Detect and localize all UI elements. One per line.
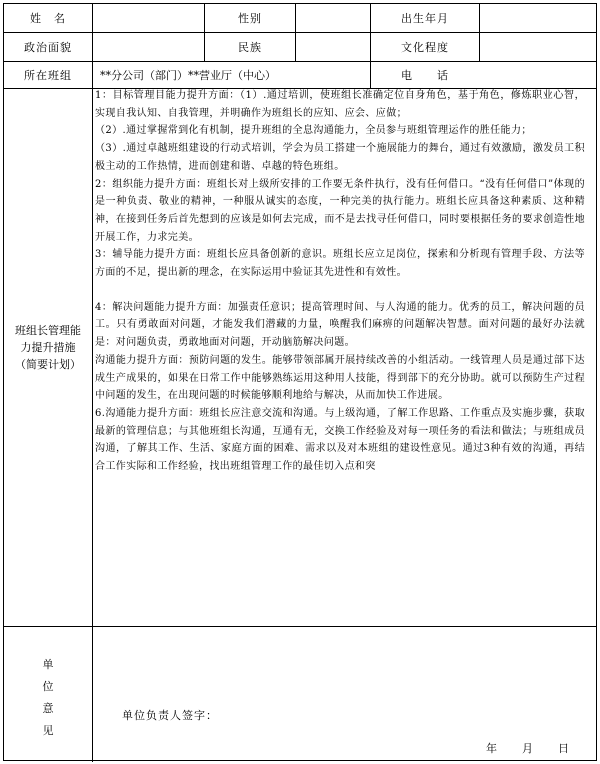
birth-field[interactable] [480, 4, 596, 32]
measure-paragraph: 1：目标管理目能力提升方面：（1）.通过培训，使班组长准确定位自身角色，基于角色，修炼职业心智，实现自我认知、自我管理，并明确作为班组长的应知、应会、应做； [95, 90, 585, 119]
team-label: 所在班组 [24, 69, 72, 82]
name-label: 姓 名 [30, 12, 66, 25]
politics-field[interactable] [93, 33, 204, 61]
ethnicity-label: 民族 [238, 41, 262, 54]
measure-paragraph: 3：辅导能力提升方面：班组长应具备创新的意识。班组长应立足岗位，探索和分析现有管理手段、方法等方面的不足，提出新的理念，在实际运用中验证其先进性和有效性。 [95, 249, 585, 279]
measure-paragraph: 沟通能力提升方面：预防问题的发生。能够带领部属开展持续改善的小组活动。一线管理人员是通过部下达成生产成果的，如果在日常工作中能够熟练运用这种用人技能，得到部下的充分协助。就可以预防生产过程中问题的发生，在出现问题的时候能够顺利地给与解决，从而加快工作进展。 [95, 354, 585, 402]
ethnicity-field[interactable] [296, 33, 370, 61]
name-field[interactable] [93, 4, 204, 32]
birth-label: 出生年月 [401, 12, 449, 25]
team-value: **分公司（部门）**营业厅（中心） [100, 69, 276, 82]
opinion-label-char: 见 [42, 724, 54, 737]
gender-label: 性别 [238, 12, 262, 25]
measure-paragraph: 2：组织能力提升方面：班组长对上级所安排的工作要无条件执行，没有任何借口。“没有任何借口”体现的是一种负责、敬业的精神，一种服从诚实的态度，一种完美的执行能力。班组长应具备这种素质、这种精神，在接到任务后首先想到的应该是如何去完成，而不是去找寻任何借口，同时要根据任务的要求创造性地开展工作，力求完美。 [95, 178, 585, 243]
politics-label: 政治面貌 [24, 41, 72, 54]
measure-paragraph: 4：解决问题能力提升方面：加强责任意识；提高管理时间、与人沟通的能力。优秀的员工，解决问题的员工。只有勇敢面对问题，才能发我们潜藏的力量，唤醒我们麻痹的问题解决智慧。面对问题的最好办法就是：对问题负责，勇敢地面对问题，开动脑筋解决问题。 [95, 301, 585, 349]
opinion-label-char: 意 [42, 702, 54, 715]
education-field[interactable] [480, 33, 596, 61]
signature-label: 单位负责人签字： [122, 709, 218, 722]
date-label: 年 月 日 [486, 742, 570, 755]
phone-label: 电 话 [401, 69, 449, 82]
opinion-label-char: 位 [42, 680, 54, 693]
phone-field[interactable] [480, 62, 596, 88]
gender-field[interactable] [296, 4, 370, 32]
opinion-label [38, 654, 58, 742]
opinion-label-char: 单 [42, 658, 54, 671]
measure-paragraph: 6.沟通能力提升方面：班组长应注意交流和沟通。与上级沟通，了解工作思路、工作重点及实施步骤，获取最新的管理信息；与其他班组长沟通，互通有无，交换工作经验及对每一项任务的看法和做法；与班组成员沟通，了解其工作、生活、家庭方面的困难、需求以及对本班组的建设性意见。通过3种有效的沟通，再结合工作实际和工作经验，找出班组管理工作的最佳切入点和突 [95, 407, 585, 473]
education-label: 文化程度 [401, 41, 449, 54]
column-divider [92, 4, 93, 762]
measure-paragraph: （2）.通过掌握常到化有机制，提升班组的全息沟通能力，全员参与班组管理运作的胜任能力； [95, 125, 532, 137]
measure-paragraph: （3）.通过卓越班组建设的行动式培训，学会为员工搭建一个施展能力的舞台，通过有效激励，激发员工积极主动的工作热情，进而创建和谐、卓越的特色班组。 [95, 143, 585, 172]
measures-content [95, 87, 585, 476]
measures-label: 班组长管理能力提升措施（简要计划） [15, 324, 81, 371]
